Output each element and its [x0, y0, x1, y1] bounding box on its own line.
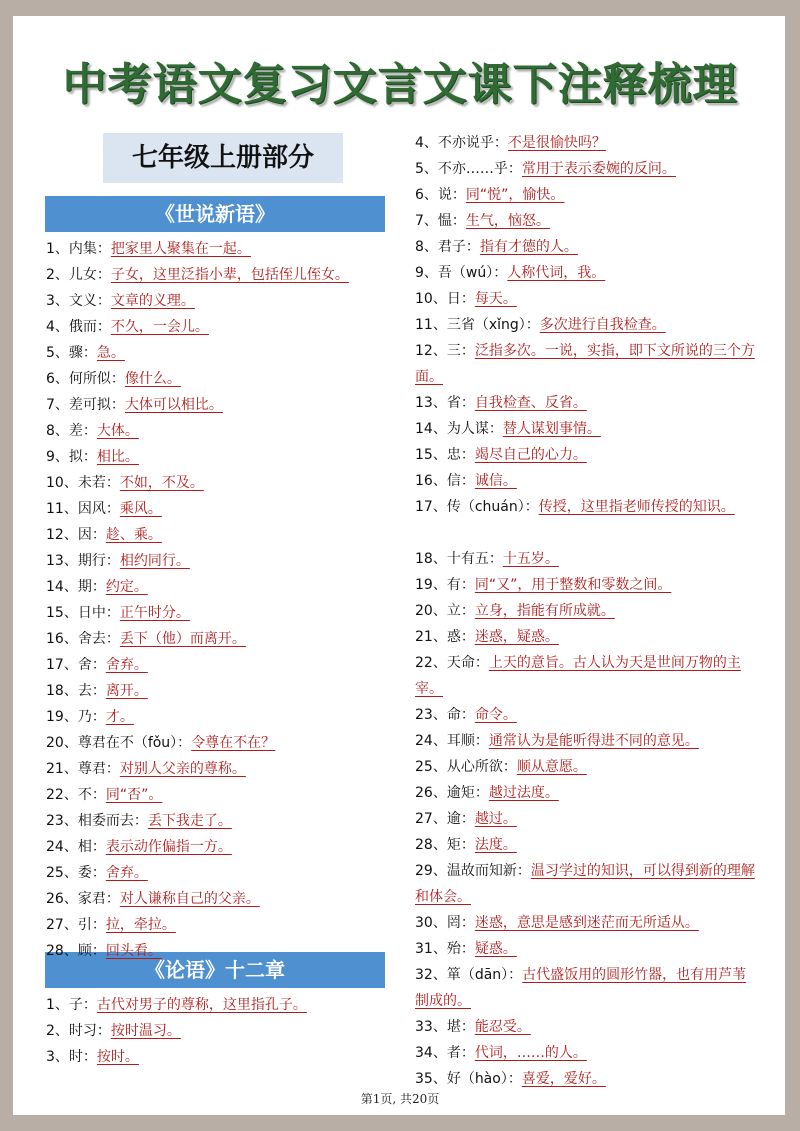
entry-term: 33、堪：: [415, 1019, 475, 1035]
annotation-entry: [415, 442, 760, 468]
annotation-entry: [415, 1014, 760, 1040]
entry-definition: 温习学过的知识，可以得到新的理解和体会。: [415, 863, 755, 905]
entry-term: 16、信：: [415, 473, 475, 489]
annotation-entry: [415, 832, 760, 858]
entry-term: 11、三省（xǐng）：: [415, 317, 540, 333]
entry-term: 22、不：: [46, 787, 106, 803]
entry-term: 24、相：: [46, 839, 106, 855]
annotation-entry: [46, 392, 391, 418]
section-heading-shishuo: 《世说新语》: [45, 196, 385, 232]
annotation-entry: [415, 234, 760, 260]
annotation-entry: [415, 182, 760, 208]
annotation-entry: [415, 338, 760, 390]
annotation-entry: [415, 1066, 760, 1092]
annotation-entry: [46, 522, 391, 548]
section-heading-lunyu: 《论语》十二章: [45, 952, 385, 988]
entry-term: 2、儿女：: [46, 267, 111, 283]
annotation-entry: [46, 704, 391, 730]
entry-definition: 约定。: [105, 579, 148, 595]
annotation-entry: [46, 860, 391, 886]
annotation-entry: [415, 910, 760, 936]
entry-term: 17、传（chuán）：: [415, 499, 539, 515]
page-title: 中考语文复习文言文课下注释梳理: [62, 59, 738, 110]
entry-definition: 能忍受。: [474, 1019, 531, 1035]
entry-definition: 古代盛饭用的圆形竹器，也有用芦苇制成的。: [415, 967, 747, 1009]
annotation-entry: [46, 886, 391, 912]
annotation-entry: [415, 130, 760, 156]
annotation-entry: [415, 780, 760, 806]
entry-term: 26、逾矩：: [415, 785, 489, 801]
entry-definition: 古代对男子的尊称，这里指孔子。: [96, 997, 307, 1013]
entry-definition: 立身，指能有所成就。: [474, 603, 615, 619]
entry-definition: 泛指多次。一说，实指，即下文所说的三个方面。: [415, 343, 755, 385]
entry-definition: 丢下（他）而离开。: [119, 631, 246, 647]
annotation-entry: [46, 834, 391, 860]
annotation-entry: [415, 598, 760, 624]
annotation-entry: [415, 156, 760, 182]
annotation-entry: [415, 728, 760, 754]
entry-term: 14、为人谋：: [415, 421, 503, 437]
left-column-lunyu-entries: [46, 992, 391, 1070]
entry-term: 23、相委而去：: [46, 813, 148, 829]
annotation-entry: [415, 936, 760, 962]
entry-definition: 才。: [105, 709, 134, 725]
entry-definition: 常用于表示委婉的反问。: [521, 161, 676, 177]
annotation-entry: [415, 1040, 760, 1066]
annotation-entry: [415, 416, 760, 442]
annotation-entry: [415, 208, 760, 234]
annotation-entry: [46, 600, 391, 626]
left-column-entries: [46, 236, 391, 964]
entry-term: 9、拟：: [46, 449, 97, 465]
annotation-entry: [415, 312, 760, 338]
entry-definition: 子女，这里泛指小辈，包括侄儿侄女。: [110, 267, 349, 283]
entry-definition: 人称代词，我。: [507, 265, 606, 281]
entry-term: 11、因风：: [46, 501, 120, 517]
entry-definition: 自我检查、反省。: [474, 395, 587, 411]
annotation-entry: [46, 496, 391, 522]
annotation-entry: [415, 468, 760, 494]
entry-definition: 越过。: [474, 811, 517, 827]
entry-definition: 传授，这里指老师传授的知识。: [538, 499, 735, 515]
entry-term: 7、愠：: [415, 213, 466, 229]
entry-definition: 文章的义理。: [110, 293, 195, 309]
entry-definition: 每天。: [474, 291, 517, 307]
annotation-entry: [46, 730, 391, 756]
entry-term: 25、从心所欲：: [415, 759, 517, 775]
entry-definition: 同“又”，用于整数和零数之间。: [474, 577, 672, 593]
entry-term: 6、何所似：: [46, 371, 125, 387]
annotation-entry: [415, 286, 760, 312]
entry-term: 13、省：: [415, 395, 475, 411]
entry-definition: 急。: [96, 345, 125, 361]
entry-term: 3、时：: [46, 1049, 97, 1065]
entry-term: 24、耳顺：: [415, 733, 489, 749]
annotation-entry: [46, 1044, 391, 1070]
entry-definition: 命令。: [474, 707, 517, 723]
entry-definition: 趁、乘。: [105, 527, 162, 543]
entry-definition: 正午时分。: [119, 605, 190, 621]
entry-definition: 十五岁。: [502, 551, 559, 567]
right-column-entries: [415, 130, 760, 1092]
annotation-entry: [415, 572, 760, 598]
entry-term: 5、骤：: [46, 345, 97, 361]
entry-term: 20、立：: [415, 603, 475, 619]
entry-definition: 相约同行。: [119, 553, 190, 569]
entry-term: 28、矩：: [415, 837, 475, 853]
annotation-entry: [415, 494, 760, 546]
entry-term: 19、有：: [415, 577, 475, 593]
entry-definition: 通常认为是能听得进不同的意见。: [488, 733, 699, 749]
annotation-entry: [46, 262, 391, 288]
annotation-entry: [415, 390, 760, 416]
annotation-entry: [46, 678, 391, 704]
entry-term: 14、期：: [46, 579, 106, 595]
entry-definition: 回头看。: [105, 943, 162, 959]
annotation-entry: [46, 1018, 391, 1044]
entry-term: 9、吾（wú）：: [415, 265, 508, 281]
entry-term: 7、差可拟：: [46, 397, 125, 413]
entry-definition: 疑惑。: [474, 941, 517, 957]
annotation-entry: [415, 260, 760, 286]
annotation-entry: [46, 782, 391, 808]
entry-definition: 同“悦”，愉快。: [465, 187, 565, 203]
entry-term: 12、三：: [415, 343, 475, 359]
entry-term: 1、子：: [46, 997, 97, 1013]
annotation-entry: [46, 236, 391, 262]
entry-term: 19、乃：: [46, 709, 106, 725]
annotation-entry: [415, 624, 760, 650]
entry-term: 28、顾：: [46, 943, 106, 959]
entry-definition: 迷惑，疑惑。: [474, 629, 559, 645]
annotation-entry: [415, 650, 760, 702]
entry-definition: 多次进行自我检查。: [539, 317, 666, 333]
annotation-entry: [46, 444, 391, 470]
annotation-entry: [46, 314, 391, 340]
annotation-entry: [46, 652, 391, 678]
entry-term: 18、十有五：: [415, 551, 503, 567]
entry-definition: 对人谦称自己的父亲。: [119, 891, 260, 907]
annotation-entry: [415, 858, 760, 910]
annotation-entry: [46, 756, 391, 782]
annotation-entry: [415, 546, 760, 572]
entry-term: 8、差：: [46, 423, 97, 439]
entry-definition: 像什么。: [124, 371, 181, 387]
entry-term: 20、尊君在不（fǒu）：: [46, 735, 192, 751]
entry-term: 27、引：: [46, 917, 106, 933]
entry-definition: 相比。: [96, 449, 139, 465]
entry-definition: 替人谋划事情。: [502, 421, 601, 437]
entry-term: 1、内集：: [46, 241, 111, 257]
entry-definition: 竭尽自己的心力。: [474, 447, 587, 463]
entry-term: 32、箪（dān）：: [415, 967, 523, 983]
entry-term: 30、罔：: [415, 915, 475, 931]
annotation-entry: [46, 366, 391, 392]
entry-term: 12、因：: [46, 527, 106, 543]
entry-term: 13、期行：: [46, 553, 120, 569]
entry-term: 21、尊君：: [46, 761, 120, 777]
annotation-entry: [46, 470, 391, 496]
annotation-entry: [415, 702, 760, 728]
entry-definition: 令尊在不在？: [191, 735, 276, 751]
entry-term: 35、好（hào）：: [415, 1071, 522, 1087]
entry-definition: 拉，牵拉。: [105, 917, 176, 933]
entry-term: 10、日：: [415, 291, 475, 307]
entry-term: 4、不亦说乎：: [415, 135, 508, 151]
entry-definition: 按时温习。: [110, 1023, 181, 1039]
annotation-entry: [46, 808, 391, 834]
entry-term: 17、舍：: [46, 657, 106, 673]
entry-term: 18、去：: [46, 683, 106, 699]
entry-term: 3、文义：: [46, 293, 111, 309]
entry-term: 6、说：: [415, 187, 466, 203]
entry-definition: 生气，恼怒。: [465, 213, 550, 229]
entry-definition: 诚信。: [474, 473, 517, 489]
annotation-entry: [46, 340, 391, 366]
entry-definition: 把家里人聚集在一起。: [110, 241, 251, 257]
entry-definition: 离开。: [105, 683, 148, 699]
entry-definition: 按时。: [96, 1049, 139, 1065]
entry-definition: 喜爱，爱好。: [521, 1071, 606, 1087]
entry-term: 2、时习：: [46, 1023, 111, 1039]
page-footer: 第1页, 共20页: [360, 1092, 440, 1106]
entry-definition: 迷惑，意思是感到迷茫而无所适从。: [474, 915, 699, 931]
entry-term: 10、未若：: [46, 475, 120, 491]
entry-term: 25、委：: [46, 865, 106, 881]
entry-definition: 代词，……的人。: [474, 1045, 587, 1061]
entry-definition: 舍弃。: [105, 657, 148, 673]
entry-definition: 同“否”。: [105, 787, 163, 803]
entry-definition: 乘风。: [119, 501, 162, 517]
entry-term: 23、命：: [415, 707, 475, 723]
annotation-entry: [46, 626, 391, 652]
annotation-entry: [46, 992, 391, 1018]
entry-definition: 顺从意愿。: [516, 759, 587, 775]
entry-definition: 指有才德的人。: [479, 239, 578, 255]
entry-term: 27、逾：: [415, 811, 475, 827]
annotation-entry: [46, 938, 391, 964]
annotation-entry: [46, 912, 391, 938]
entry-definition: 大体。: [96, 423, 139, 439]
entry-term: 34、者：: [415, 1045, 475, 1061]
entry-term: 15、日中：: [46, 605, 120, 621]
entry-definition: 不久，一会儿。: [110, 319, 209, 335]
entry-term: 15、忠：: [415, 447, 475, 463]
annotation-entry: [46, 418, 391, 444]
entry-term: 8、君子：: [415, 239, 480, 255]
entry-definition: 越过法度。: [488, 785, 559, 801]
entry-definition: 表示动作偏指一方。: [105, 839, 232, 855]
annotation-entry: [415, 806, 760, 832]
grade-heading: 七年级上册部分: [103, 133, 343, 183]
entry-term: 21、惑：: [415, 629, 475, 645]
entry-term: 16、舍去：: [46, 631, 120, 647]
entry-definition: 舍弃。: [105, 865, 148, 881]
entry-definition: 不如，不及。: [119, 475, 204, 491]
annotation-entry: [415, 754, 760, 780]
entry-definition: 丢下我走了。: [147, 813, 232, 829]
entry-term: 22、天命：: [415, 655, 489, 671]
entry-term: 26、家君：: [46, 891, 120, 907]
entry-definition: 法度。: [474, 837, 517, 853]
annotation-entry: [415, 962, 760, 1014]
entry-term: 31、殆：: [415, 941, 475, 957]
annotation-entry: [46, 288, 391, 314]
annotation-entry: [46, 574, 391, 600]
entry-definition: 对别人父亲的尊称。: [119, 761, 246, 777]
annotation-entry: [46, 548, 391, 574]
entry-term: 5、不亦……乎：: [415, 161, 522, 177]
entry-term: 29、温故而知新：: [415, 863, 531, 879]
entry-definition: 大体可以相比。: [124, 397, 223, 413]
entry-definition: 不是很愉快吗？: [507, 135, 606, 151]
entry-definition: 上天的意旨。古人认为天是世间万物的主宰。: [415, 655, 741, 697]
entry-term: 4、俄而：: [46, 319, 111, 335]
